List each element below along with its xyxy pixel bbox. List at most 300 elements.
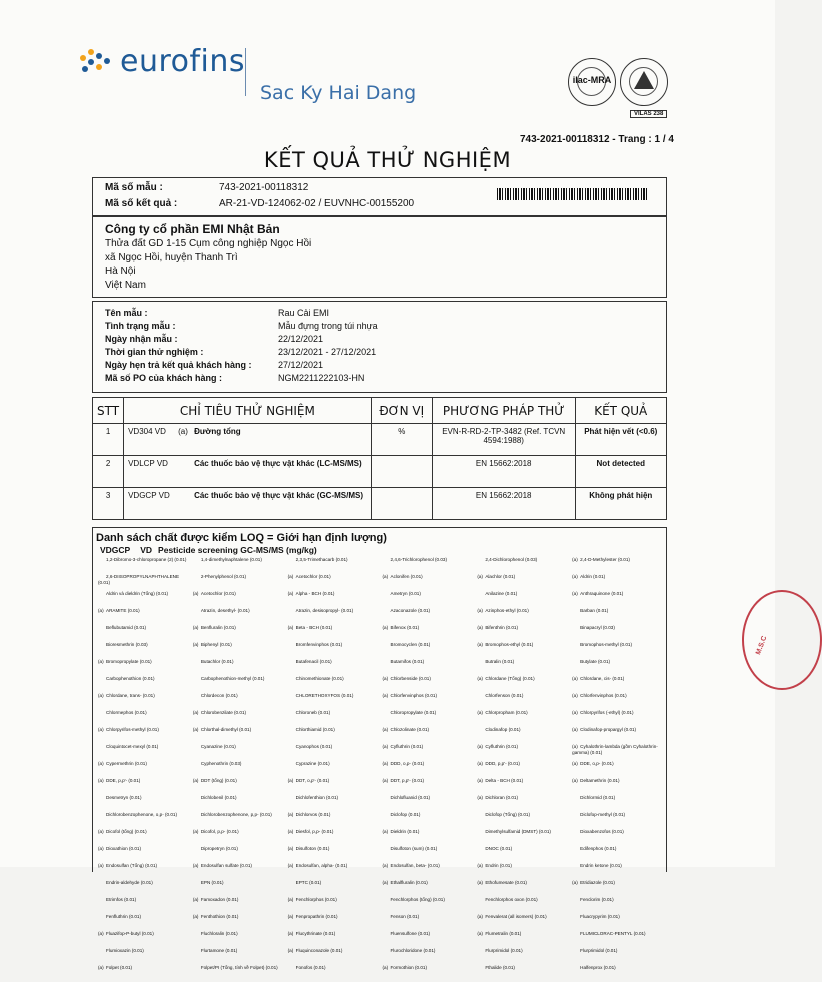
list-item [572, 948, 663, 965]
loq-column [383, 557, 474, 982]
row-result: Not detected [575, 456, 666, 488]
list-item [193, 897, 284, 914]
substance-prefix: (a) [382, 965, 389, 970]
substance-name: Acetochlor (0.01) [295, 574, 331, 579]
substance-prefix: (a) [382, 744, 389, 749]
list-item [288, 829, 379, 846]
list-item [288, 761, 379, 778]
list-item [477, 931, 568, 948]
substance-name: Disulfoton (sum) (0.01) [390, 846, 438, 851]
list-item [572, 693, 663, 710]
substance-name: 2-Phenylphenol (0.01) [200, 574, 247, 579]
list-item [477, 965, 568, 982]
substance-name: Etrimfos (0.01) [106, 897, 137, 902]
substance-name: Beflubutamid (0.01) [106, 625, 147, 630]
substance-prefix: (a) [192, 897, 199, 902]
list-item [98, 659, 189, 676]
row-code: VDGCP VD [128, 491, 170, 500]
substance-name: Chlormephos (0.01) [106, 710, 147, 715]
list-item [288, 965, 379, 982]
list-item [572, 761, 663, 778]
col-stt: STT [93, 398, 124, 424]
list-item [383, 965, 474, 982]
list-item [477, 829, 568, 846]
list-item [193, 812, 284, 829]
list-item [383, 829, 474, 846]
ilac-mra-seal [568, 58, 616, 106]
list-item [383, 625, 474, 642]
substance-name: Fthalide (0.01) [485, 965, 515, 970]
list-item [288, 863, 379, 880]
list-item [98, 557, 189, 574]
substance-prefix: (a) [287, 574, 294, 579]
substance-name: Folpet (0.01) [106, 965, 133, 970]
substance-name: Aldrin và dieldrin (Tổng) (0.01) [106, 591, 169, 596]
substance-name: Chlorpyrifos-methyl (0.01) [106, 727, 159, 732]
substance-prefix: (a) [477, 574, 483, 579]
substance-name: Dieldrin (0.01) [390, 829, 420, 834]
substance-name: Endosulfan, beta- (0.01) [390, 863, 440, 868]
list-item [288, 914, 379, 931]
row-method: EN 15662:2018 [432, 456, 575, 488]
list-item [288, 727, 379, 744]
substance-name: 2,4-D-Methylester (0.01) [580, 557, 630, 562]
list-item [98, 795, 189, 812]
list-item [193, 880, 284, 897]
list-item [383, 897, 474, 914]
list-item [572, 880, 663, 897]
substance-prefix: (a) [477, 625, 483, 630]
sample-info-value: 27/12/2021 [278, 360, 324, 370]
loq-sub-name: Pesticide screening GC-MS/MS (mg/kg) [158, 545, 317, 555]
list-item [193, 829, 284, 846]
substance-prefix: (a) [382, 676, 389, 681]
list-item [572, 812, 663, 829]
list-item [383, 931, 474, 948]
list-item [98, 829, 189, 846]
substance-name: Famoxadon (0.01) [200, 897, 239, 902]
substance-name: Fenchlorphos oxon (0.01) [485, 897, 538, 902]
substance-name: 2,3,5-Trimethacarb (0.01) [295, 557, 348, 562]
list-item [572, 965, 663, 982]
list-item [193, 761, 284, 778]
substance-name: Flurochloridone (0.01) [390, 948, 436, 953]
substance-name: Alachlor (0.01) [485, 574, 516, 579]
list-item [383, 727, 474, 744]
list-item [98, 574, 189, 591]
substance-prefix: (a) [98, 727, 104, 732]
list-item [288, 795, 379, 812]
substance-name: ARAMITE (0.01) [106, 608, 140, 613]
substance-name: Chlorfenson (0.01) [485, 693, 524, 698]
substance-name: Diesfol, p,p- (0.01) [295, 829, 334, 834]
substance-prefix: (a) [477, 863, 483, 868]
substance-name: CHLORETHOXYFOS (0.01) [295, 693, 354, 698]
brand-name: eurofins [120, 44, 246, 79]
substance-name: 2,6-DIISOPROPYLNAPHTHALENE (0.01) [98, 574, 180, 585]
substance-prefix: (a) [98, 659, 104, 664]
row-unit: % [371, 424, 432, 456]
substance-name: Diclofop-methyl (0.01) [580, 812, 626, 817]
substance-name: Dichloran (0.01) [485, 795, 519, 800]
substance-prefix: (a) [572, 761, 578, 766]
substance-prefix: (a) [572, 710, 578, 715]
substance-name: Dichlofluanid (0.01) [390, 795, 431, 800]
results-header-row [93, 398, 667, 424]
substance-name: Fluensulfone (0.01) [390, 931, 431, 936]
substance-name: Barban (0.01) [580, 608, 609, 613]
list-item [98, 812, 189, 829]
substance-prefix: (a) [477, 642, 483, 647]
substance-prefix: (a) [287, 812, 294, 817]
substance-name: Dichlorobenzophenone, p,p- (0.01) [200, 812, 272, 817]
list-item [572, 557, 663, 574]
col-unit: ĐƠN VỊ [371, 398, 432, 424]
substance-name: Bromfenvinphos (0.01) [295, 642, 343, 647]
list-item [193, 948, 284, 965]
substance-name: Butachlor (0.01) [200, 659, 234, 664]
list-item [572, 642, 663, 659]
substance-name: Disulfoton (0.01) [295, 846, 330, 851]
substance-name: Butralin (0.01) [485, 659, 515, 664]
substance-name: Halfenprox (0.01) [580, 965, 616, 970]
substance-name: Cloquintocet-mexyl (0.01) [106, 744, 159, 749]
row-code: VDLCP VD [128, 459, 168, 468]
list-item [98, 710, 189, 727]
client-address-2: xã Ngọc Hồi, huyện Thanh Trì [105, 252, 238, 263]
substance-name: Bromopropylate (0.01) [106, 659, 152, 664]
list-item [383, 795, 474, 812]
substance-name: Beta - BCH (0.01) [295, 625, 333, 630]
list-item [193, 778, 284, 795]
substance-name: 1,2-Dibromo-3-chloropropane (2) (0.01) [106, 557, 187, 562]
list-item [288, 557, 379, 574]
row-unit [371, 456, 432, 488]
substance-name: Atrazin, desisopropyl- (0.01) [295, 608, 354, 613]
substance-prefix: (a) [98, 761, 104, 766]
substance-name: Chlorfenvinphos (0.01) [580, 693, 627, 698]
sample-info-box [92, 301, 667, 393]
col-indicator: CHỈ TIÊU THỬ NGHIỆM [124, 398, 372, 424]
loq-substance-grid [98, 557, 663, 970]
sample-code-label: Mã số mẫu : [105, 182, 163, 193]
client-box [92, 216, 667, 298]
list-item [572, 608, 663, 625]
list-item [98, 778, 189, 795]
header-divider [245, 48, 246, 96]
report-number: 743-2021-00118312 - Trang : 1 / 4 [520, 134, 674, 145]
substance-name: Fenson (0.01) [390, 914, 420, 919]
list-item [288, 574, 379, 591]
list-item [572, 897, 663, 914]
substance-prefix: (a) [477, 710, 483, 715]
substance-name: Dioxathion (0.01) [106, 846, 141, 851]
list-item [98, 676, 189, 693]
list-item [288, 659, 379, 676]
list-item [572, 778, 663, 795]
substance-name: DDT, p,p'- (0.01) [390, 778, 425, 783]
row-stt: 3 [93, 488, 124, 520]
list-item [477, 914, 568, 931]
substance-name: Cyfluthrin (0.01) [390, 744, 424, 749]
row-prefix [178, 491, 194, 500]
substance-name: Formothion (0.01) [390, 965, 428, 970]
substance-name: 1,4-dimethylnaphtalene (0.01) [200, 557, 262, 562]
substance-name: Binapacryl (0.03) [580, 625, 615, 630]
row-unit [371, 488, 432, 520]
page-title: KẾT QUẢ THỬ NGHIỆM [263, 148, 512, 172]
list-item [572, 829, 663, 846]
client-address-1: Thửa đất GD 1-15 Cụm công nghiệp Ngọc Hồi [105, 238, 312, 249]
loq-column [193, 557, 284, 982]
list-item [477, 744, 568, 761]
substance-name: Butamifos (0.01) [390, 659, 425, 664]
substance-prefix: (a) [287, 914, 294, 919]
list-item [288, 778, 379, 795]
substance-name: DNOC (0.01) [485, 846, 513, 851]
col-method: PHƯƠNG PHÁP THỬ [432, 398, 575, 424]
row-indicator: Các thuốc bảo vệ thực vật khác (LC-MS/MS) [194, 459, 362, 468]
substance-prefix: (a) [477, 761, 483, 766]
client-country: Việt Nam [105, 280, 146, 291]
list-item [193, 914, 284, 931]
substance-prefix: (a) [287, 591, 294, 596]
substance-name: Bifenthrin (0.01) [485, 625, 519, 630]
list-item [477, 608, 568, 625]
list-item [477, 710, 568, 727]
list-item [98, 591, 189, 608]
list-item [477, 625, 568, 642]
substance-prefix: (a) [477, 778, 483, 783]
substance-name: Dichlorvos (0.01) [295, 812, 331, 817]
substance-name: Delta - BCH (0.01) [485, 778, 524, 783]
list-item [98, 642, 189, 659]
loq-sub-vd: VD [140, 545, 153, 555]
list-item [383, 744, 474, 761]
substance-name: Fluquinconazole (0.01) [295, 948, 343, 953]
substance-name: Aldrin (0.01) [580, 574, 606, 579]
list-item [98, 914, 189, 931]
list-item [193, 931, 284, 948]
list-item [477, 778, 568, 795]
substance-name: Edifenphos (0.01) [580, 846, 617, 851]
list-item [193, 710, 284, 727]
substance-prefix: (a) [98, 965, 104, 970]
substance-prefix: (a) [287, 897, 294, 902]
substance-prefix: (a) [572, 880, 578, 885]
list-item [477, 557, 568, 574]
row-stt: 2 [93, 456, 124, 488]
substance-prefix: (a) [192, 642, 199, 647]
substance-name: Azinphos-ethyl (0.01) [485, 608, 529, 613]
substance-name: Fenclorim (0.01) [580, 897, 614, 902]
substance-name: Carbophenothion-methyl (0.01) [200, 676, 265, 681]
list-item [477, 812, 568, 829]
substance-prefix: (a) [287, 625, 294, 630]
substance-prefix: (a) [572, 676, 578, 681]
row-code: VD304 VD [128, 427, 166, 436]
loq-column [572, 557, 663, 982]
list-item [572, 659, 663, 676]
substance-prefix: (a) [287, 778, 294, 783]
list-item [98, 897, 189, 914]
list-item [193, 642, 284, 659]
substance-name: Flumetralin (0.01) [485, 931, 522, 936]
list-item [193, 608, 284, 625]
table-row [93, 424, 667, 456]
loq-column [98, 557, 189, 982]
list-item [477, 574, 568, 591]
list-item [572, 795, 663, 812]
list-item [572, 574, 663, 591]
list-item [193, 625, 284, 642]
list-item [193, 965, 284, 982]
substance-name: Bifenox (0.01) [390, 625, 420, 630]
substance-prefix: (a) [382, 863, 389, 868]
company-seal [742, 590, 822, 690]
sample-info-value: Rau Cải EMI [278, 308, 330, 318]
substance-name: Dichlorobenzophenone, o,p- (0.01) [106, 812, 177, 817]
substance-name: Fenchlorphos (tổng) (0.01) [390, 897, 445, 902]
list-item [383, 676, 474, 693]
loq-subtitle [100, 545, 317, 555]
list-item [288, 948, 379, 965]
substance-name: Ethalfluralin (0.01) [390, 880, 428, 885]
list-item [477, 727, 568, 744]
eurofins-dots-icon [78, 47, 116, 77]
barcode [497, 188, 647, 200]
substance-name: Cyhalothrin-lambda (gồm Cyhalothrin-gamma) (0.01) [572, 744, 658, 755]
row-stt: 1 [93, 424, 124, 456]
col-result: KẾT QUẢ [575, 398, 666, 424]
substance-name: Anthraquinone (0.01) [580, 591, 624, 596]
substance-prefix: (a) [192, 591, 199, 596]
list-item [193, 659, 284, 676]
substance-name: Chlorthiamid (0.01) [295, 727, 335, 732]
substance-name: Biphenyl (0.01) [200, 642, 232, 647]
substance-name: Endrin-aldehyde (0.01) [106, 880, 153, 885]
substance-name: Fluchloralin (0.01) [200, 931, 238, 936]
substance-name: Dichlofenthion (0.01) [295, 795, 339, 800]
list-item [477, 642, 568, 659]
substance-prefix: (a) [287, 863, 294, 868]
row-prefix [178, 459, 194, 468]
substance-prefix: (a) [98, 846, 104, 851]
list-item [288, 591, 379, 608]
substance-name: FLUMICLORAC-PENTYL (0.01) [580, 931, 646, 936]
substance-name: Cyfluthrin (0.01) [485, 744, 519, 749]
substance-name: Desmetryn (0.01) [106, 795, 142, 800]
result-code: AR-21-VD-124062-02 / EUVNHC-00155200 [219, 198, 415, 209]
substance-name: Butafenacil (0.01) [295, 659, 332, 664]
substance-name: Alpha - BCH (0.01) [295, 591, 335, 596]
substance-prefix: (a) [572, 727, 578, 732]
substance-name: Cypermethrin (0.01) [106, 761, 147, 766]
list-item [572, 625, 663, 642]
substance-name: Fluazifop-P-butyl (0.01) [106, 931, 154, 936]
list-item [383, 948, 474, 965]
substance-name: Bromophos-methyl (0.01) [580, 642, 632, 647]
substance-prefix: (a) [382, 761, 389, 766]
substance-name: Atrazin, desethyl- (0.01) [200, 608, 250, 613]
list-item [193, 795, 284, 812]
substance-name: Bromocyclen (0.01) [390, 642, 431, 647]
substance-prefix: (a) [382, 727, 389, 732]
substance-prefix: (a) [477, 880, 483, 885]
list-item [383, 557, 474, 574]
substance-prefix: (a) [98, 693, 104, 698]
substance-prefix: (a) [287, 931, 294, 936]
sample-info-label: Ngày nhận mẫu : [105, 334, 178, 344]
list-item [572, 863, 663, 880]
substance-name: Cyprazine (0.01) [295, 761, 330, 766]
list-item [383, 659, 474, 676]
list-item [572, 931, 663, 948]
substance-name: Endosulfan, alpha- (0.01) [295, 863, 348, 868]
substance-name: Fenfluthrin (0.01) [106, 914, 141, 919]
list-item [383, 914, 474, 931]
list-item [477, 795, 568, 812]
substance-name: Cyphenothrin (0.03) [200, 761, 242, 766]
list-item [383, 693, 474, 710]
substance-name: Fluacrypyrim (0.01) [580, 914, 620, 919]
substance-prefix: (a) [192, 829, 199, 834]
substance-name: Flurtamone (0.01) [200, 948, 238, 953]
substance-name: Fonofos (0.01) [295, 965, 326, 970]
substance-name: Carbophenothion (0.01) [106, 676, 155, 681]
substance-prefix: (a) [192, 863, 199, 868]
substance-name: Chloroneb (0.01) [295, 710, 331, 715]
row-prefix: (a) [178, 427, 188, 436]
list-item [288, 693, 379, 710]
substance-prefix: (a) [98, 778, 104, 783]
substance-name: EPN (0.01) [200, 880, 224, 885]
substance-name: Flumioxazin (0.01) [106, 948, 144, 953]
substance-name: Cyanazine (0.01) [200, 744, 236, 749]
sample-info-value: 23/12/2021 - 27/12/2021 [278, 347, 377, 357]
substance-name: Endrin ketone (0.01) [580, 863, 622, 868]
list-item [383, 812, 474, 829]
list-item [477, 897, 568, 914]
substance-name: Chlorpyrifos (-ethyl) (0.01) [580, 710, 634, 715]
row-result: Không phát hiện [575, 488, 666, 520]
list-item [98, 931, 189, 948]
list-item [572, 744, 663, 761]
substance-prefix: (a) [192, 778, 199, 783]
substance-prefix: (a) [287, 846, 294, 851]
list-item [98, 965, 189, 982]
list-item [477, 880, 568, 897]
list-item [193, 574, 284, 591]
list-item [288, 710, 379, 727]
substance-name: Deltamethrin (0.01) [580, 778, 620, 783]
sample-info-value: Mẫu đựng trong túi nhựa [278, 321, 378, 331]
substance-name: Chlorobenzilate (0.01) [200, 710, 247, 715]
loq-column [288, 557, 379, 982]
list-item [477, 659, 568, 676]
list-item [383, 608, 474, 625]
substance-name: Chlorfenvinphos (0.01) [390, 693, 437, 698]
substance-name: Endosulfan sulfate (0.01) [200, 863, 252, 868]
list-item [288, 625, 379, 642]
substance-prefix: (a) [98, 829, 104, 834]
list-item [288, 897, 379, 914]
ilac-mra-label: ilac-MRA [572, 75, 612, 85]
substance-prefix: (a) [477, 795, 483, 800]
substance-prefix: (a) [572, 591, 578, 596]
substance-name: Chlozolinate (0.01) [390, 727, 430, 732]
substance-name: Anilazine (0.01) [485, 591, 518, 596]
